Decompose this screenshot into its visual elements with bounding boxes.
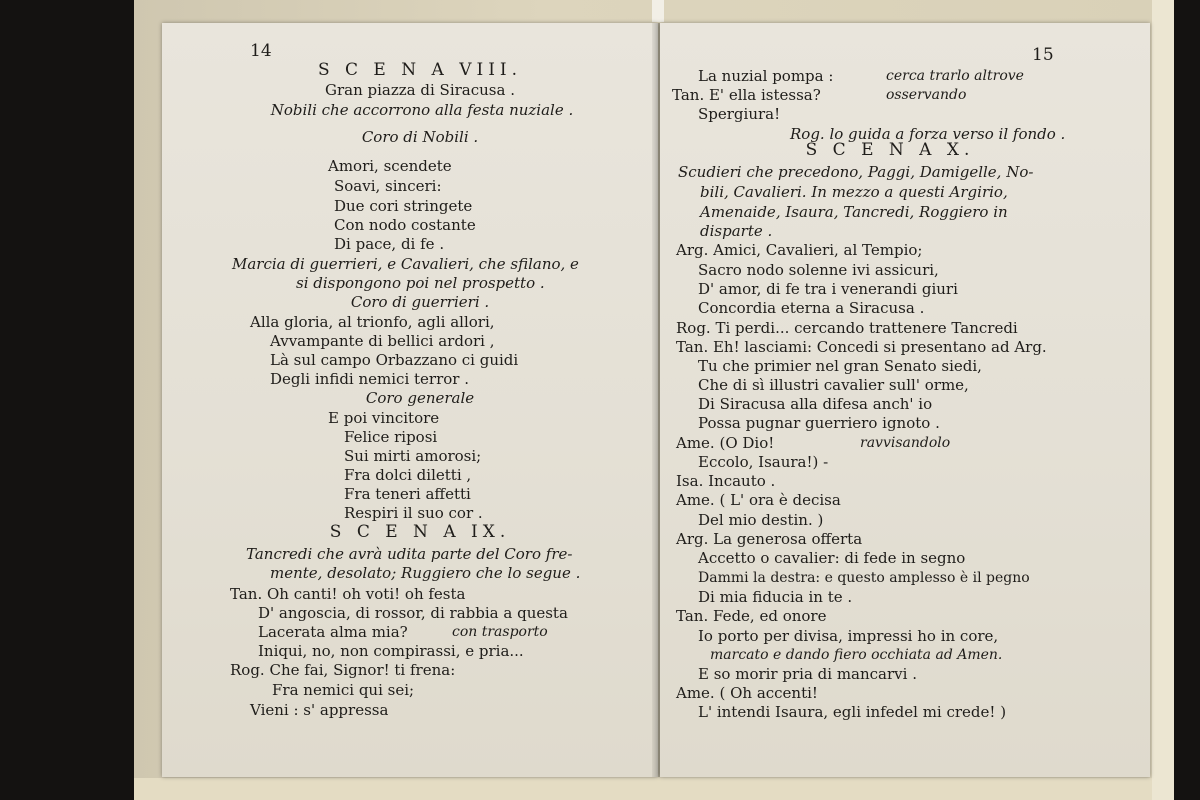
dialogue-line: Di mia fiducia in te . bbox=[698, 588, 853, 606]
dialogue-line: Fra nemici qui sei; bbox=[272, 681, 415, 699]
dialogue-line: La nuzial pompa : bbox=[698, 67, 834, 85]
verse-line: E poi vincitore bbox=[328, 409, 440, 427]
stage-direction: Tancredi che avrà udita parte del Coro fre- bbox=[246, 545, 573, 563]
verse-line: Amori, scendete bbox=[328, 157, 452, 175]
dialogue-line: Isa. Incauto . bbox=[676, 472, 776, 490]
dialogue-line: Ame. ( L' ora è decisa bbox=[676, 491, 841, 509]
binding-thread bbox=[652, 0, 664, 22]
verse-line: Di pace, di fe . bbox=[334, 235, 445, 253]
dialogue-line: Di Siracusa alla difesa anch' io bbox=[698, 395, 933, 413]
stage-direction: Scudieri che precedono, Paggi, Damigelle, No- bbox=[678, 163, 1034, 181]
dialogue-line: Del mio destin. ) bbox=[698, 511, 824, 529]
page-number: 15 bbox=[1032, 45, 1054, 65]
stage-direction: disparte . bbox=[700, 222, 773, 240]
verse-line: Fra teneri affetti bbox=[344, 485, 471, 503]
stage-direction: cerca trarlo altrove bbox=[886, 68, 1024, 84]
dialogue-line: Lacerata alma mia? bbox=[258, 623, 408, 641]
dialogue-line: Eccolo, Isaura!) - bbox=[698, 453, 829, 471]
stage-direction: marcato e dando fiero occhiata ad Amen. bbox=[710, 647, 1003, 663]
verse-line: Sui mirti amorosi; bbox=[344, 447, 482, 465]
dialogue-line: Vieni : s' appressa bbox=[250, 701, 389, 719]
verse-line: Soavi, sinceri: bbox=[334, 177, 442, 195]
dialogue-line: Arg. La generosa offerta bbox=[676, 530, 863, 548]
dialogue-line: D' angoscia, di rossor, di rabbia a questa bbox=[258, 604, 568, 622]
page-number: 14 bbox=[250, 41, 272, 61]
dialogue-line: Spergiura! bbox=[698, 105, 781, 123]
verse-line: Avvampante di bellici ardori , bbox=[270, 332, 495, 350]
stage-direction: Amenaide, Isaura, Tancredi, Roggiero in bbox=[700, 203, 1008, 221]
left-page bbox=[162, 23, 658, 777]
dialogue-line: Accetto o cavalier: di fede in segno bbox=[698, 549, 966, 567]
verse-line: Degli infidi nemici terror . bbox=[270, 370, 470, 388]
verse-line: Due cori stringete bbox=[334, 197, 473, 215]
stage-direction: con trasporto bbox=[452, 624, 548, 640]
chorus-heading: Coro generale bbox=[365, 389, 475, 407]
scene-heading: S C E N A X. bbox=[805, 140, 975, 160]
dialogue-line: Dammi la destra: e questo amplesso è il pegno bbox=[698, 570, 1030, 586]
dialogue-line: Che di sì illustri cavalier sull' orme, bbox=[698, 376, 969, 394]
stage-direction: Rog. lo guida a forza verso il fondo . bbox=[790, 125, 1066, 143]
stage-direction: si dispongono poi nel prospetto . bbox=[296, 274, 545, 292]
dialogue-line: Arg. Amici, Cavalieri, al Tempio; bbox=[676, 241, 923, 259]
dialogue-line: D' amor, di fe tra i venerandi giuri bbox=[698, 280, 958, 298]
dialogue-line: Possa pugnar guerriero ignoto . bbox=[698, 414, 940, 432]
dialogue-line: Concordia eterna a Siracusa . bbox=[698, 299, 925, 317]
verse-line: Alla gloria, al trionfo, agli allori, bbox=[250, 313, 495, 331]
chorus-heading: Coro di guerrieri . bbox=[350, 293, 490, 311]
verse-line: Fra dolci diletti , bbox=[344, 466, 472, 484]
dialogue-line: Ame. ( Oh accenti! bbox=[676, 684, 818, 702]
mount-right-tab bbox=[1152, 0, 1174, 800]
scene-heading: S C E N A IX. bbox=[329, 522, 511, 542]
verse-line: Con nodo costante bbox=[334, 216, 476, 234]
chorus-heading: Coro di Nobili . bbox=[361, 128, 479, 146]
dialogue-line: L' intendi Isaura, egli infedel mi crede! ) bbox=[698, 703, 1007, 721]
stage-direction: mente, desolato; Ruggiero che lo segue . bbox=[270, 564, 581, 582]
verse-line: Là sul campo Orbazzano ci guidi bbox=[270, 351, 519, 369]
verse-line: Respiri il suo cor . bbox=[344, 504, 483, 522]
dialogue-line: Tan. E' ella istessa? bbox=[672, 86, 821, 104]
stage-direction: ravvisandolo bbox=[860, 435, 951, 451]
right-page bbox=[660, 23, 1150, 777]
scene-setting: Gran piazza di Siracusa . bbox=[325, 81, 515, 99]
dialogue-line: Tu che primier nel gran Senato siedi, bbox=[698, 357, 982, 375]
dialogue-line: Io porto per divisa, impressi ho in core, bbox=[698, 627, 999, 645]
verse-line: Felice riposi bbox=[344, 428, 438, 446]
stage-direction: osservando bbox=[886, 87, 967, 103]
stage-direction: Nobili che accorrono alla festa nuziale . bbox=[270, 101, 574, 119]
dialogue-line: Sacro nodo solenne ivi assicuri, bbox=[698, 261, 939, 279]
mount-bottom-strip bbox=[134, 778, 1160, 800]
dialogue-line: Rog. Che fai, Signor! ti frena: bbox=[230, 661, 456, 679]
dialogue-line: Rog. Ti perdi... cercando trattenere Tancredi bbox=[676, 319, 1018, 337]
dialogue-line: E so morir pria di mancarvi . bbox=[698, 665, 917, 683]
dialogue-line: Tan. Fede, ed onore bbox=[676, 607, 827, 625]
stage-direction: Marcia di guerrieri, e Cavalieri, che sfilano, e bbox=[232, 255, 579, 273]
stage-direction: bili, Cavalieri. In mezzo a questi Argirio, bbox=[700, 183, 1008, 201]
dialogue-line: Tan. Eh! lasciami: Concedi si presentano ad Arg. bbox=[676, 338, 1047, 356]
dialogue-line: Ame. (O Dio! bbox=[676, 434, 775, 452]
dialogue-line: Tan. Oh canti! oh voti! oh festa bbox=[230, 585, 466, 603]
scene-heading: S C E N A VIII. bbox=[317, 60, 523, 80]
dialogue-line: Iniqui, no, non compirassi, e pria... bbox=[258, 642, 524, 660]
